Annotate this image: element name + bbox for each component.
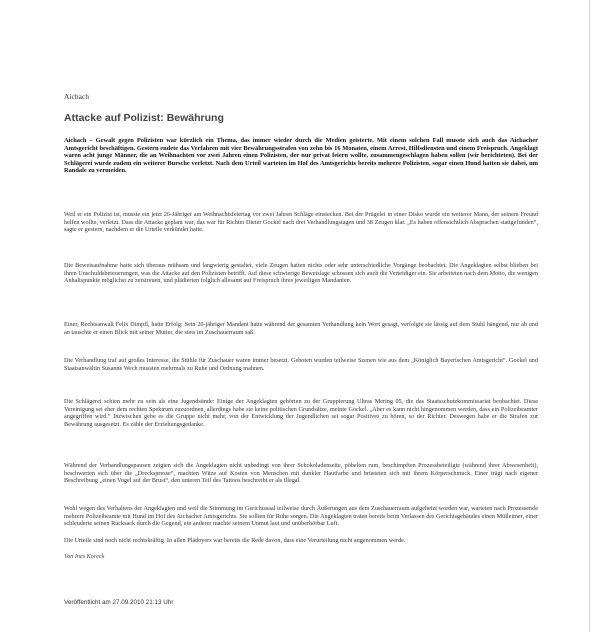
article-headline: Attacke auf Polizist: Bewährung bbox=[64, 112, 224, 124]
paragraph-6 bbox=[64, 462, 538, 485]
paragraph-2 bbox=[64, 262, 538, 285]
dateline: Aichach bbox=[64, 92, 89, 101]
paragraph-4 bbox=[64, 357, 538, 372]
author-byline: Von Ines Koreck bbox=[64, 553, 105, 560]
paragraph-text: Weil er ein Polizist ist, musste ein jetzt 26-Jähriger am Weihnachtsfeiertag vor zwei Jahren Schläge einstecken. Bei der Prügelei in einer Disko wurde ein weiterer Mann, der seinem Freund helfen wollte, verletzt. Dass die Attacke geplant war, das war für Richter Dieter Gockel nach drei Verhandlungstagen und 38 Zeugen klar. „Es haben offensichtlich Absprachen stattgefunden“, sagte er gestern, nachdem er die Urteile verkündet hatte. bbox=[64, 211, 538, 233]
paragraph-5 bbox=[64, 398, 538, 428]
paragraph-text: Die Beweisaufnahme hatte sich überaus mühsam und langwierig gestaltet, viele Zeugen hatten nichts oder sehr unterschiedliche Vorgänge beobachtet. Die Angeklagten selbst blieben bei ihren Unschuldsbeteuerungen, was die Attacke auf den Polizisten betrifft. Auf diese schwierige Beweislage schossen sich auch die Verteidiger ein. Sie arbeiteten nach dem Motto, die wenigen Anhaltspunkte möglichst zu zerstreuen, und plädierten folglich allesamt auf Freispruch ihres jeweiligen Mandanten. bbox=[64, 262, 538, 284]
article-lead: Aichach – Gewalt gegen Polizisten war kürzlich ein Thema, das immer wieder durch die Medien geisterte. Mit einem solchen Fall musste sich auch das Aichacher Amtsgericht beschäftigen. Gestern endete das Verfahren mit vier Bewährungsstrafen von zehn bis 16 Monaten, einem Arrest, Hilfsdiensten und einem Freispruch. Angeklagt waren acht junge Männer, die an Weihnachten vor zwei Jahren einen Polizisten, der nur privat feiern wollte, zusammengeschlagen haben sollen (wir berichteten). Bei der Schlägerei wurde zudem ein weiterer Bursche verletzt. Nach dem Urteil warteten im Hof des Amtsgerichts bereits mehrere Polizisten, sogar einen Hund hatten sie dabei, um Randale zu vermeiden. bbox=[64, 137, 538, 175]
paragraph-text: Einer, Rechtsanwalt Felix Dimpfl, hatte Erfolg: Sein 20-jähriger Mandant hatte während der gesamten Verhandlung kein Wort gesagt, verfolgte sie lässig auf dem Stuhl hängend, nur ab und an tauschte er einen Blick mit seiner Mutter, die stets im Zuschauerraum saß. bbox=[64, 321, 538, 336]
paragraph-1 bbox=[64, 211, 538, 234]
paragraph-8 bbox=[64, 537, 538, 545]
paragraph-3 bbox=[64, 321, 538, 336]
paragraph-7 bbox=[64, 505, 538, 528]
paragraph-text: Wohl wegen des Verhaltens der Angeklagten und weil die Stimmung im Gerichtssaal teilweise durch Äußerungen aus dem Zuschauerraum aufgeheizt worden war, warteten nach Prozessende mehrere Polizeibeamte mit Hund im Hof des Aichacher Amtsgerichts. Sie sollten für Ruhe sorgen. Die Angeklagten traten bereits beim Verlassen des Gerichtsgebäudes einen Mülleimer, einer schleuderte seinen Rucksack durch die Gegend, ein anderer machte seinem Unmut laut und unüberhörbar Luft. bbox=[64, 505, 538, 527]
paragraph-text: Die Urteile sind noch nicht rechtskräftig. In allen Plädoyers war bereits die Rede davon, dass eine Verurteilung nicht angenommen werde. bbox=[64, 537, 406, 544]
paragraph-text: Während der Verhandlungspausen zeigten sich die Angeklagten nicht unbedingt von ihrer Schokoladenseite, pöbelten rum, beschimpften Prozessbeteiligte (während ihrer Abwesenheit), beschwerten sich über die „Dreckspresse“, machten Witze auf Kosten von Menschen mit dunkler Hautfarbe und brüsteten sich mit ihrem Körperschmuck. Einer trägt nach eigener Beschreibung „einen Vogel auf der Brust“, den unteren Teil des Tattoos beschreibt er als illegal. bbox=[64, 462, 538, 484]
published-timestamp: Veröffentlicht am 27.09.2010 21:13 Uhr bbox=[64, 599, 174, 606]
paragraph-text: Die Schlägerei schien mehr zu sein als eine Jugendsünde: Einige der Angeklagten gehörten zu der Gruppierung Ultras Mering 05, die das Staatsschutzkommissariat beobachtet. Diese Vereinigung sei eher dem rechten Spektrum zuzuordnen, allerdings habe sie keine politischen Grundsätze, meinte Gockel. „Aber es kann nicht hingenommen werden, dass ein Polizeibeamter angegriffen wird.“ Inzwischen gebe es die Gruppe nicht mehr, von der Entwicklung der Jugendlichen sei sogar Positives zu hören, so der Richter. Deswegen habe er die Strafen zur Bewährung ausgesetzt. Es zähle der Erziehungsgedanke. bbox=[64, 398, 538, 428]
scan-edge bbox=[589, 0, 590, 632]
paragraph-text: Die Verhandlung traf auf großes Interesse, die Stühle für Zuschauer waren immer besetzt. Geboten wurden teilweise Szenen wie aus dem „Königlich Bayerischen Amtsgericht“. Gockel und Staatsanwältin Susanne Wech mussten mehrmals zu Ruhe und Ordnung mahnen. bbox=[64, 357, 538, 372]
